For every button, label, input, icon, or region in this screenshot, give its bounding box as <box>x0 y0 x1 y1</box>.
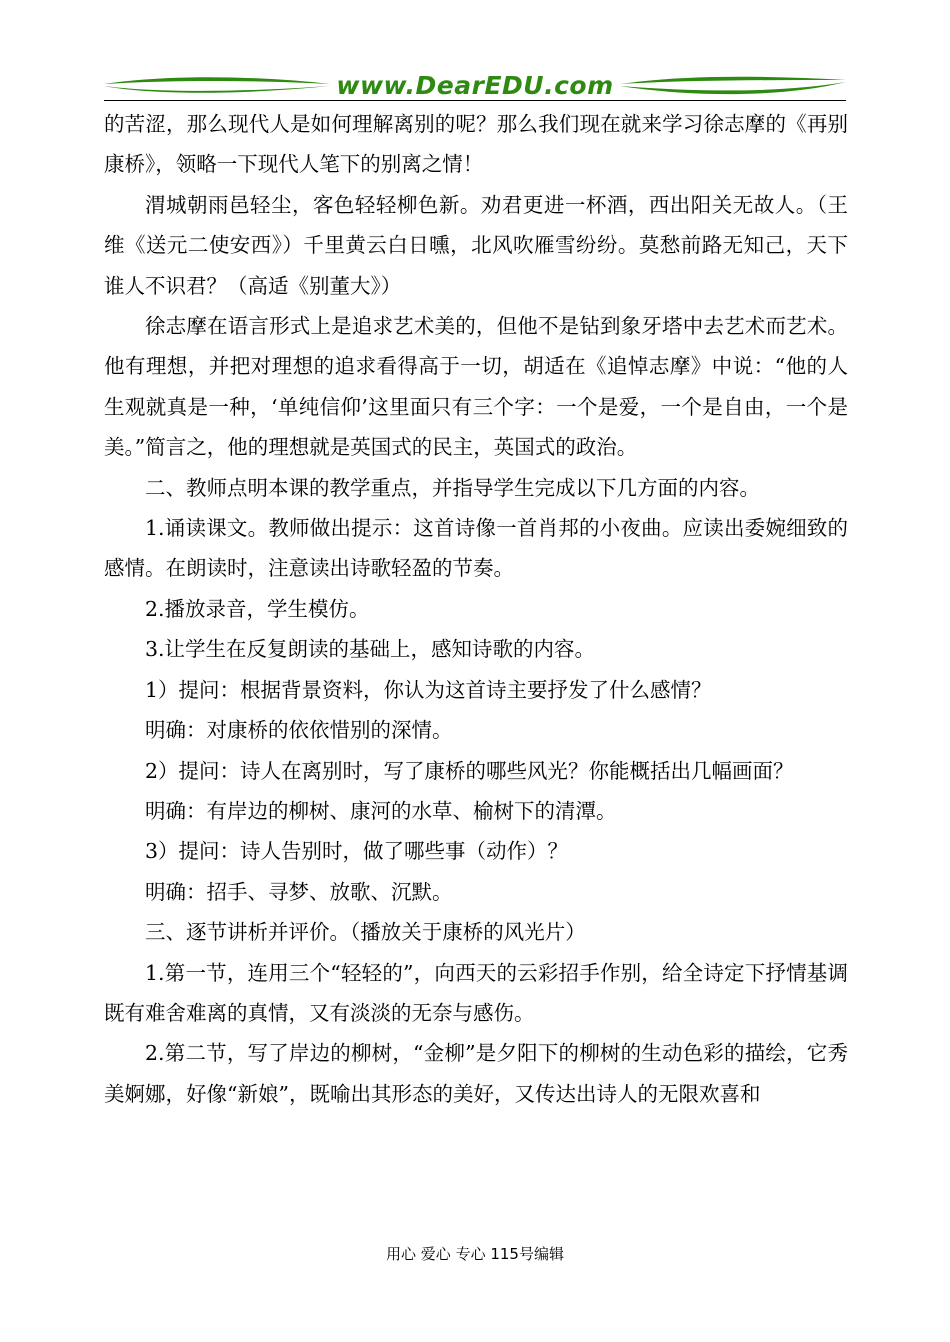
paragraph: 明确：对康桥的依依惜别的深情。 <box>145 718 453 743</box>
paragraph: 2.第二节，写了岸边的柳树，“金柳”是夕阳下的柳树的生动色彩的描绘，它秀美婀娜，好像“新娘”，既喻出其形态的美好，又传达出诗人的无限欢喜和 <box>104 1041 848 1106</box>
header-divider <box>104 100 846 101</box>
paragraph: 3）提问：诗人告别时，做了哪些事（动作）？ <box>145 839 569 864</box>
paragraph: 明确：招手、寻梦、放歌、沉默。 <box>145 879 453 904</box>
paragraph: 2）提问：诗人在离别时，写了康桥的哪些风光？你能概括出几幅画面？ <box>145 758 794 783</box>
paragraph: 徐志摩在语言形式上是追求艺术美的，但他不是钻到象牙塔中去艺术而艺术。他有理想，并把对理想的追求看得高于一切，胡适在《追悼志摩》中说：“他的人生观就真是一种，‘单纯信仰’这里面只有三个字：一个是爱，一个是自由，一个是美。”简言之，他的理想就是英国式的民主，英国式的政治。 <box>104 314 848 460</box>
paragraph: 三、逐节讲析并评价。（播放关于康桥的风光片） <box>145 920 586 945</box>
paragraph: 二、教师点明本课的教学重点，并指导学生完成以下几方面的内容。 <box>145 475 760 500</box>
paragraph: 2.播放录音，学生模仿。 <box>145 596 370 621</box>
paragraph: 渭城朝雨邑轻尘，客色轻轻柳色新。劝君更进一杯酒，西出阳关无故人。（王维《送元二使安西》）千里黄云白日曛，北风吹雁雪纷纷。莫愁前路无知己，天下谁人不识君？（高适《别董大》） <box>104 192 848 298</box>
site-logo-text: www.DearEDU.com <box>336 71 614 100</box>
paragraph: 1.第一节，连用三个“轻轻的”，向西天的云彩招手作别，给全诗定下抒情基调既有难舍难离的真情，又有淡淡的无奈与感伤。 <box>104 960 848 1025</box>
paragraph: 明确：有岸边的柳树、康河的水草、榆树下的清潭。 <box>145 798 617 823</box>
paragraph: 1）提问：根据背景资料，你认为这首诗主要抒发了什么感情？ <box>145 677 712 702</box>
page-footer: 用心 爱心 专心 115号编辑 <box>386 1245 564 1263</box>
page-header <box>0 0 950 110</box>
paragraph: 3.让学生在反复朗读的基础上，感知诗歌的内容。 <box>145 637 596 662</box>
paragraph: 1.诵读课文。教师做出提示：这首诗像一首肖邦的小夜曲。应读出委婉细致的感情。在朗读时，注意读出诗歌轻盈的节奏。 <box>104 516 848 581</box>
document-body <box>104 104 848 1114</box>
paragraph: 的苦涩，那么现代人是如何理解离别的呢？那么我们现在就来学习徐志摩的《再别康桥》，领略一下现代人笔下的别离之情！ <box>104 112 848 177</box>
